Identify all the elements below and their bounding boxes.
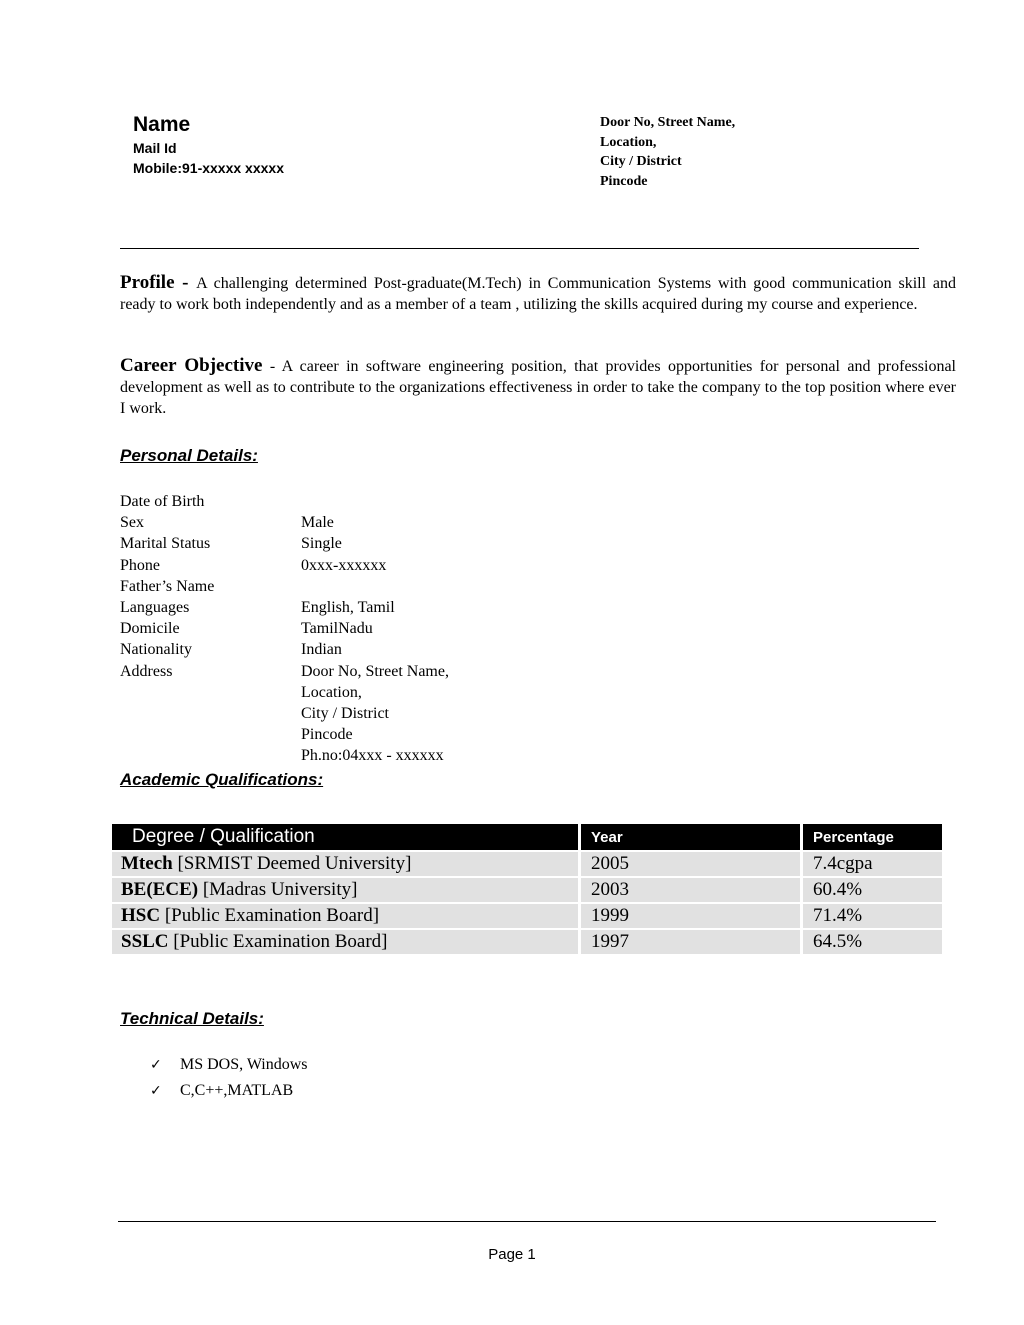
page-number: Page 1: [488, 1246, 536, 1263]
personal-value: TamilNadu: [301, 620, 373, 638]
address-line: Ph.no:04xxx - xxxxxx: [301, 747, 444, 765]
personal-label: Nationality: [120, 641, 192, 659]
table-row: [112, 852, 942, 876]
degree-cell: [112, 930, 578, 954]
personal-label: Marital Status: [120, 535, 211, 553]
header-divider: [120, 248, 919, 249]
year-cell: 1997: [581, 930, 800, 954]
personal-label: Languages: [120, 598, 190, 616]
technical-list: [150, 1052, 308, 1104]
personal-value: Male: [301, 514, 334, 532]
candidate-name: Name: [133, 113, 191, 136]
career-objective-paragraph: [120, 355, 956, 419]
degree-name: SSLC: [121, 931, 169, 952]
percentage-cell: 7.4cgpa: [803, 852, 942, 876]
footer-divider: [118, 1221, 936, 1222]
table-row: [112, 904, 942, 928]
mobile-number: Mobile:91-xxxxx xxxxx: [133, 160, 284, 176]
percentage-cell: 60.4%: [803, 878, 942, 902]
table-row: [112, 878, 942, 902]
personal-label: Address: [120, 662, 173, 680]
degree-name: BE(ECE): [121, 879, 199, 900]
profile-dash: -: [174, 272, 197, 293]
profile-label: Profile: [120, 272, 175, 293]
year-cell: 2003: [581, 878, 800, 902]
personal-details-heading: Personal Details:: [120, 446, 258, 465]
header-address-line: Door No, Street Name,: [600, 115, 736, 130]
header-address-line: City / District: [600, 154, 682, 169]
institution: [Public Examination Board]: [160, 905, 380, 926]
personal-label: Father’s Name: [120, 577, 215, 595]
table-header-row: [112, 824, 942, 850]
career-objective-dash: -: [262, 358, 282, 375]
contact-block: [133, 112, 284, 178]
mail-id: Mail Id: [133, 140, 177, 156]
degree-cell: [112, 878, 578, 902]
personal-label: Sex: [120, 514, 144, 532]
column-header-year: Year: [581, 824, 800, 850]
checkmark-icon: ✓: [150, 1057, 162, 1073]
list-item: [150, 1052, 308, 1078]
header-address: [600, 113, 735, 191]
address-line: Pincode: [301, 726, 353, 744]
profile-paragraph: [120, 272, 956, 315]
column-header-degree: Degree / Qualification: [112, 824, 578, 850]
personal-value: Single: [301, 535, 342, 553]
personal-label: Date of Birth: [120, 493, 205, 510]
degree-name: HSC: [121, 905, 161, 926]
address-line: Location,: [301, 683, 362, 701]
personal-value: Indian: [301, 641, 342, 659]
degree-cell: [112, 904, 578, 928]
year-cell: 1999: [581, 904, 800, 928]
personal-value: 0xxx-xxxxxx: [301, 556, 387, 574]
checkmark-icon: ✓: [150, 1083, 162, 1099]
personal-address-value: [301, 661, 449, 767]
career-objective-text: A career in software engineering position, that provides opportunities for personal and professional development as well as to contribute to the organizations effectiveness in order to take the company to the top position where ever I work.: [120, 358, 956, 417]
header-address-line: Location,: [600, 134, 657, 150]
institution: [Public Examination Board]: [168, 931, 388, 952]
profile-text: A challenging determined Post-graduate(M.Tech) in Communication Systems with good communication skill and ready to work both independently and as a member of a team , utilizing the skills acquired during my course and experience.: [120, 275, 957, 313]
column-header-percentage: Percentage: [803, 824, 942, 850]
address-line: Door No, Street Name,: [301, 662, 449, 680]
career-objective-label: Career Objective: [120, 355, 263, 376]
table-row: [112, 930, 942, 954]
year-cell: 2005: [581, 852, 800, 876]
technical-details-heading: Technical Details:: [120, 1009, 264, 1028]
personal-value: English, Tamil: [301, 598, 395, 616]
personal-label: Domicile: [120, 620, 180, 638]
technical-item-text: C,C++,MATLAB: [180, 1082, 294, 1099]
percentage-cell: 64.5%: [803, 930, 942, 954]
degree-cell: [112, 852, 578, 876]
header-address-line: Pincode: [600, 173, 648, 189]
technical-item-text: MS DOS, Windows: [180, 1056, 308, 1073]
personal-label: Phone: [120, 556, 160, 574]
institution: [Madras University]: [198, 879, 358, 900]
percentage-cell: 71.4%: [803, 904, 942, 928]
degree-name: Mtech: [121, 853, 173, 874]
academic-qualifications-heading: Academic Qualifications:: [120, 770, 324, 789]
academic-table: [112, 824, 942, 956]
address-line: City / District: [301, 704, 389, 722]
institution: [SRMIST Deemed University]: [172, 853, 412, 874]
list-item: [150, 1078, 308, 1104]
